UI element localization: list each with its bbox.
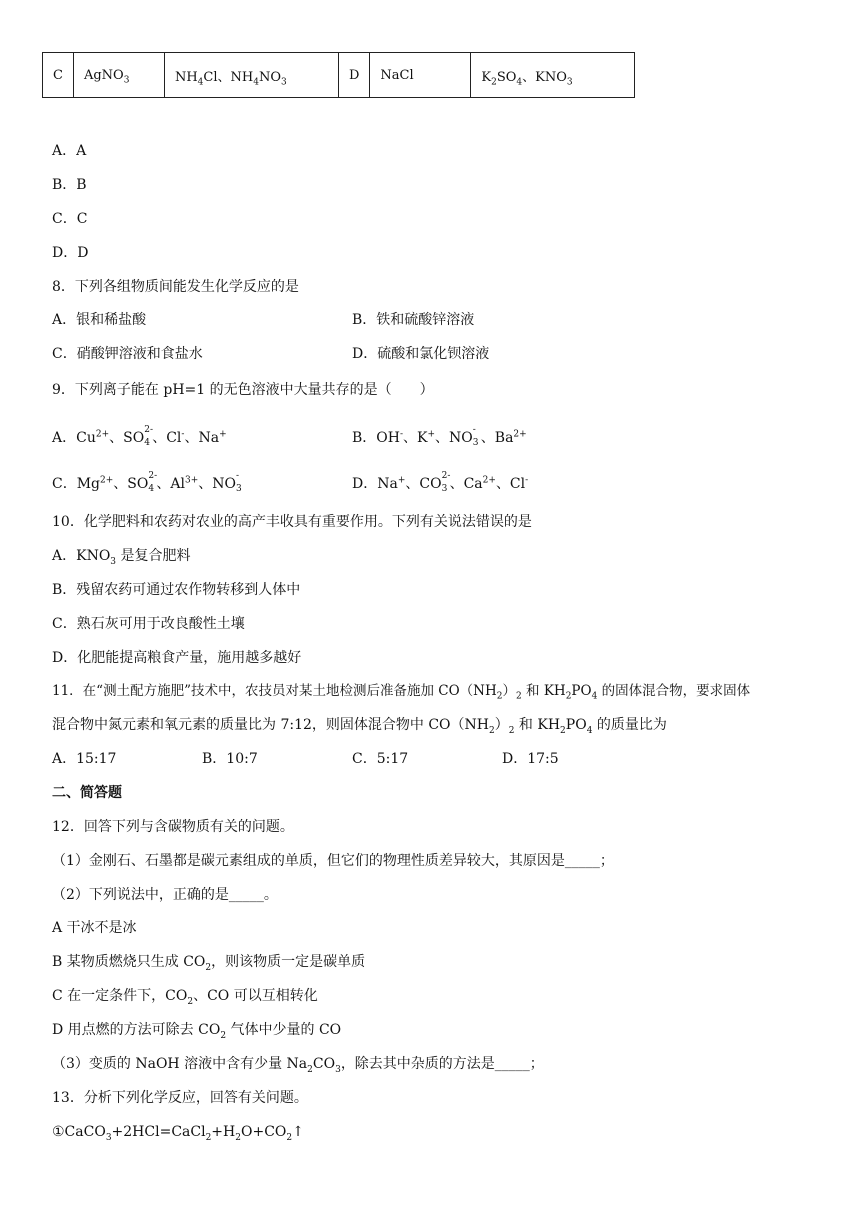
option-c-products: $NH_4Cl$、$NH_4NO_3$	[164, 53, 338, 98]
q10-option-c: C．熟石灰可用于改良酸性土壤	[52, 616, 245, 632]
q12-option-b: B 某物质燃烧只生成 $CO_2$，则该物质一定是碳单质	[52, 954, 366, 973]
q11-stem-line2: 混合物中氮元素和氧元素的质量比为 7:12，则固体混合物中 $CO(NH_2)_2$ 和 $KH_2PO_4$ 的质量比为	[52, 717, 667, 736]
option-d-label: D	[338, 53, 369, 98]
q7-option-d: D．D	[52, 245, 89, 261]
q12-part2: （2）下列说法中，正确的是_____。	[52, 887, 278, 903]
q11-option-d: D．17:5	[502, 751, 559, 767]
q11-stem-line1: 11．在“测土配方施肥”技术中，农技员对某土地检测后准备施加 $CO(NH_2)_2$ 和 $KH_2PO_4$ 的固体混合物，要求固体	[52, 683, 751, 702]
q11-option-a: A．15:17	[52, 751, 117, 767]
q8-stem: 8．下列各组物质间能发生化学反应的是	[52, 279, 299, 295]
q9-option-c: C．$Mg^{2+}$、SO 2- 4 、$Al^{3+}$、NO - 3	[52, 471, 242, 494]
q12-part1: （1）金刚石、石墨都是碳元素组成的单质，但它们的物理性质差异较大，其原因是_____；	[52, 853, 614, 869]
q8-option-a: A．银和稀盐酸	[52, 312, 147, 328]
q10-option-b: B．残留农药可通过农作物转移到人体中	[52, 582, 301, 598]
q7-option-c: C．C	[52, 211, 88, 227]
q11-option-c: C．5:17	[352, 751, 409, 767]
q12-part3: （3）变质的 NaOH 溶液中含有少量 $Na_2CO_3$，除去其中杂质的方法是_____；	[52, 1056, 544, 1075]
section-heading: 二、简答题	[52, 785, 122, 801]
q9-option-a: A．$Cu^{2+}$、SO 2- 4 、Cl-、Na+	[52, 425, 227, 448]
q7-option-a: A．A	[52, 143, 87, 159]
q9-option-d: D．Na+、CO 2- 3 、$Ca^{2+}$、Cl-	[352, 471, 529, 494]
q12-option-d: D 用点燃的方法可除去 $CO_2$ 气体中少量的 CO	[52, 1022, 342, 1041]
q13-stem: 13．分析下列化学反应，回答有关问题。	[52, 1090, 308, 1106]
q10-option-a: A．$KNO_3$ 是复合肥料	[52, 548, 191, 567]
q8-option-b: B．铁和硫酸锌溶液	[352, 312, 475, 328]
option-c-reagent: AgNO$_3$	[73, 53, 164, 98]
q11-option-b: B．10:7	[202, 751, 258, 767]
option-d-reagent: NaCl	[370, 53, 471, 98]
q13-reaction-1: $①CaCO_3+2HCl=CaCl_2+H_2O+CO_2↑$	[52, 1124, 304, 1143]
q12-option-a: A 干冰不是冰	[52, 920, 137, 936]
q10-option-d: D．化肥能提高粮食产量，施用越多越好	[52, 650, 302, 666]
q10-stem: 10．化学肥料和农药对农业的高产丰收具有重要作用。下列有关说法错误的是	[52, 514, 532, 530]
q9-stem: 9．下列离子能在 pH=1 的无色溶液中大量共存的是（ ）	[52, 382, 434, 398]
q7-option-b: B．B	[52, 177, 87, 193]
q12-stem: 12．回答下列与含碳物质有关的问题。	[52, 819, 294, 835]
option-c-label: C	[43, 53, 74, 98]
answer-table-row	[42, 52, 635, 98]
table-row	[43, 53, 635, 98]
q9-option-b: B．OH-、K+、NO - 3 、$Ba^{2+}$	[352, 425, 527, 448]
q12-option-c: C 在一定条件下，$CO_2$、CO 可以互相转化	[52, 988, 318, 1007]
q8-option-c: C．硝酸钾溶液和食盐水	[52, 346, 203, 362]
option-d-products: $K_2SO_4$、$KNO_3$	[471, 53, 635, 98]
q8-option-d: D．硫酸和氯化钡溶液	[352, 346, 490, 362]
